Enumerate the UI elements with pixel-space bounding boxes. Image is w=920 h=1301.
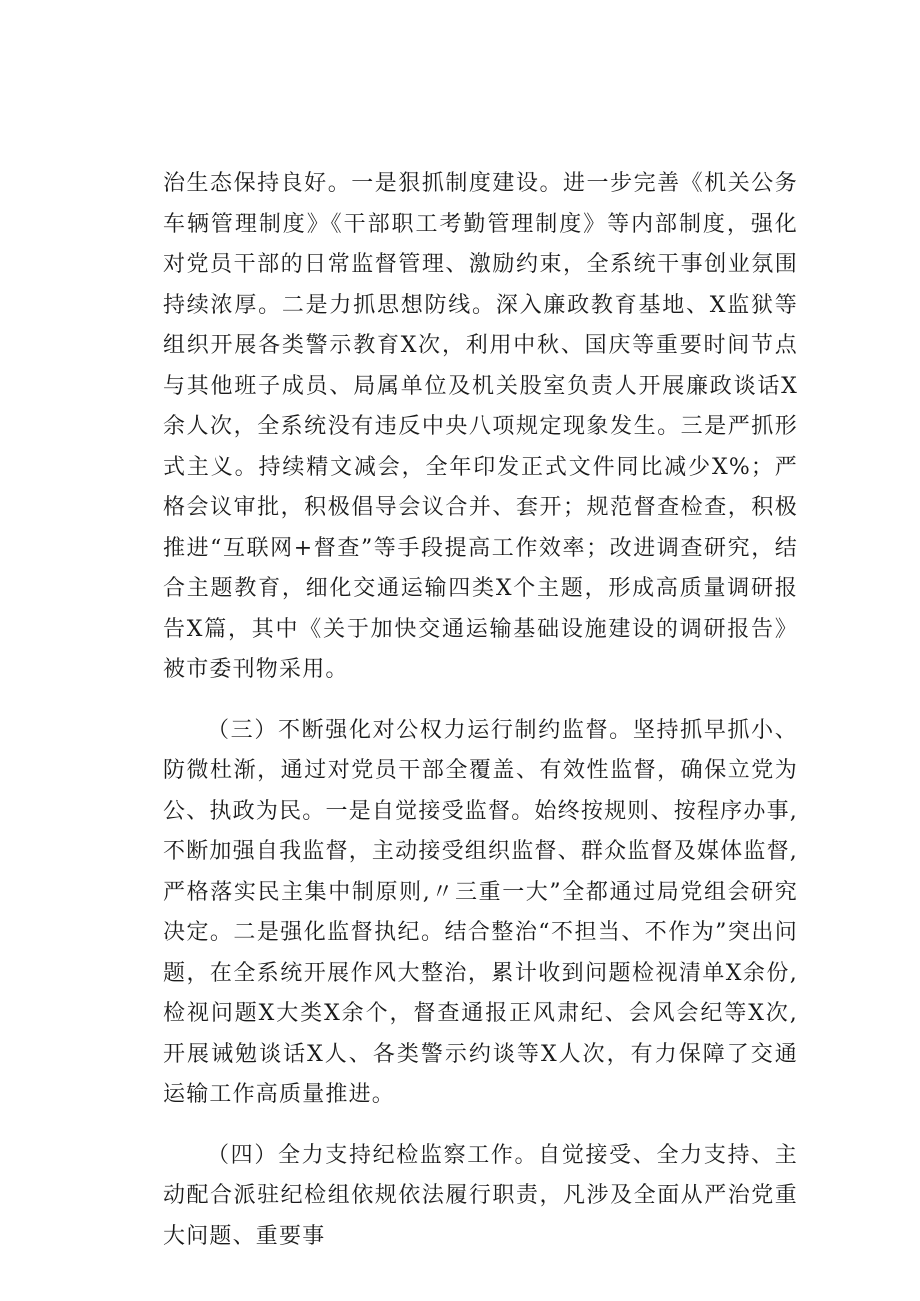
paragraph-section-4: （四）全力支持纪检监察工作。自觉接受、全力支持、主动配合派驻纪检组依规依法履行职责，凡涉及全面从严治党重大问题、重要事 <box>163 1142 798 1249</box>
paragraph-continuation: 治生态保持良好。一是狠抓制度建设。进一步完善《机关公务车辆管理制度》《干部职工考勤管理制度》等内部制度，强化对党员干部的日常监督管理、激励约束，全系统干事创业氛围持续浓厚。二是力抓思想防线。深入廉政教育基地、X监狱等组织开展各类警示教育X次，利用中秋、国庆等重要时间节点与其他班子成员、局属单位及机关股室负责人开展廉政谈话X余人次，全系统没有违反中央八项规定现象发生。三是严抓形式主义。持续精文减会，全年印发正式文件同比减少X%；严格会议审批，积极倡导会议合并、套开；规范督查检查，积极推进“互联网+督查”等手段提高工作效率；改进调查研究，结合主题教育，细化交通运输四类X个主题，形成高质量调研报告X篇，其中《关于加快交通运输基础设施建设的调研报告》被市委刊物采用。 <box>163 171 798 682</box>
paragraph-section-3: （三）不断强化对公权力运行制约监督。坚持抓早抓小、防微杜渐，通过对党员干部全覆盖、有效性监督，确保立党为公、执政为民。一是自觉接受监督。始终按规则、按程序办事,不断加强自我监督，主动接受组织监督、群众监督及媒体监督,严格落实民主集中制原则,〃三重一大”全都通过局党组会研究决定。二是强化监督执纪。结合整治“不担当、不作为”突出问题，在全系统开展作风大整治，累计收到问题检视清单X余份,检视问题X大类X余个，督查通报正风肃纪、会风会纪等X次,开展诫勉谈话X人、各类警示约谈等X人次，有力保障了交通运输工作高质量推进。 <box>163 717 798 1107</box>
document-body <box>163 164 798 1257</box>
